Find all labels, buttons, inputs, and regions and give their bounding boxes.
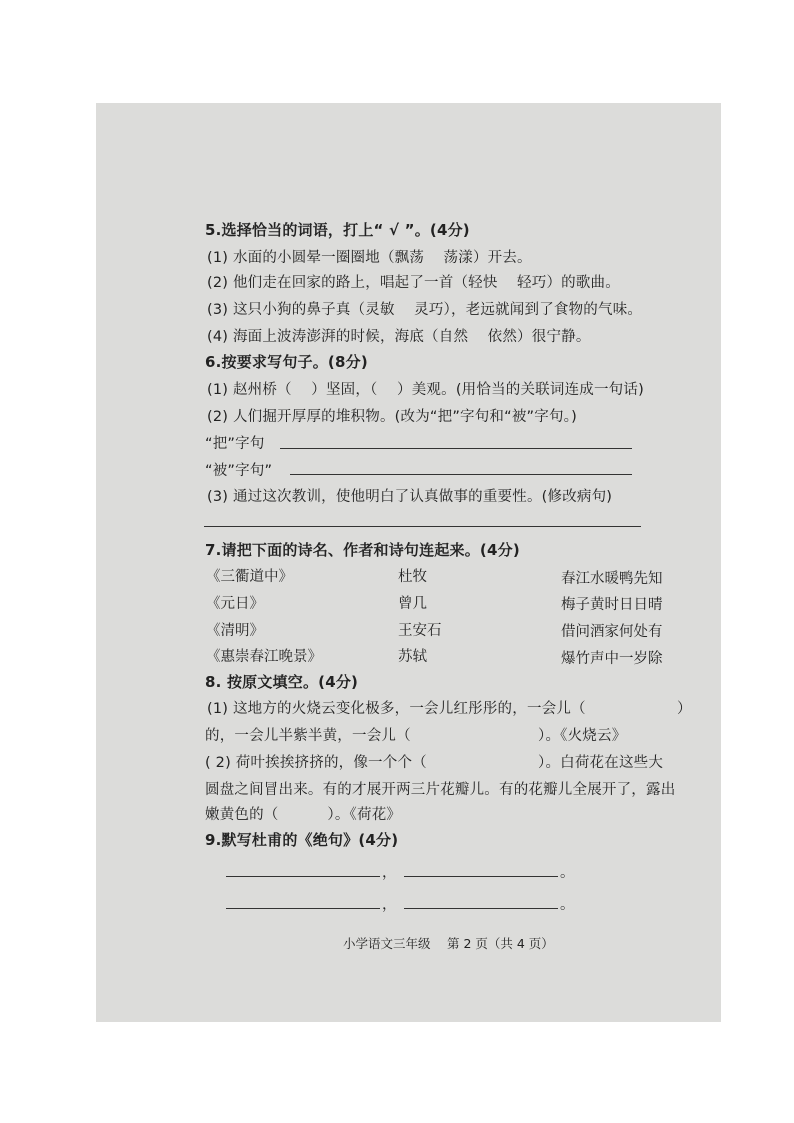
q7-poem-4: 《惠崇春江晚景》 xyxy=(206,649,322,665)
q6-ba-answer-line[interactable] xyxy=(280,448,632,449)
q7-line-3: 借问酒家何处有 xyxy=(561,624,663,640)
q6-ba-label: “把”字句 xyxy=(205,436,265,452)
q6-bei-label: “被”字句” xyxy=(205,463,273,479)
q5-item-1: (1) 水面的小圆晕一圈圈地（飘荡 荡漾）开去。 xyxy=(207,250,532,266)
q9-comma-1: ， xyxy=(382,865,397,881)
q5-item-3: (3) 这只小狗的鼻子真（灵敏 灵巧），老远就闻到了食物的气味。 xyxy=(207,302,643,318)
q7-author-4: 苏轼 xyxy=(398,649,427,665)
q7-line-1: 春江水暖鸭先知 xyxy=(561,571,663,587)
q8-line-1: (1) 这地方的火烧云变化极多，一会儿红彤彤的，一会儿（ xyxy=(207,701,586,717)
q9-answer-line-1[interactable] xyxy=(226,876,380,877)
q8-line-5: 嫩黄色的（ ）。《荷花》 xyxy=(205,807,402,823)
q8-line-2: 的，一会儿半紫半黄，一会儿（ xyxy=(205,728,411,744)
q6-item-3: (3) 通过这次教训，使他明白了认真做事的重要性。(修改病句) xyxy=(207,489,613,505)
q7-author-3: 王安石 xyxy=(398,623,442,639)
q8-line-3-end: ）。白荷花在这些大 xyxy=(538,755,664,771)
q6-item-1: (1) 赵州桥（ ）坚固，（ ）美观。(用恰当的关联词连成一句话) xyxy=(207,382,644,398)
q6-item-2: (2) 人们掘开厚厚的堆积物。(改为“把”字句和“被”字句。) xyxy=(207,409,577,425)
q9-period-1: 。 xyxy=(560,865,575,881)
q7-author-1: 杜牧 xyxy=(398,569,427,585)
q7-title: 7.请把下面的诗名、作者和诗句连起来。(4分) xyxy=(205,541,520,559)
q7-author-2: 曾几 xyxy=(398,596,427,612)
q9-answer-line-3[interactable] xyxy=(226,908,380,909)
q9-answer-line-4[interactable] xyxy=(404,908,558,909)
q8-line-1-end: ） xyxy=(677,701,692,717)
q6-correction-line[interactable] xyxy=(204,526,641,527)
q7-poem-1: 《三衢道中》 xyxy=(206,569,293,585)
q7-poem-2: 《元日》 xyxy=(206,596,264,612)
q6-title: 6.按要求写句子。(8分) xyxy=(205,353,368,371)
q9-period-2: 。 xyxy=(560,897,575,913)
q8-line-2-end: ）。《火烧云》 xyxy=(538,728,627,744)
q9-title: 9.默写杜甫的《绝句》(4分) xyxy=(205,831,399,849)
q6-bei-answer-line[interactable] xyxy=(290,474,632,475)
q5-item-2: (2) 他们走在回家的路上，唱起了一首（轻快 轻巧）的歌曲。 xyxy=(207,275,620,291)
q8-title: 8. 按原文填空。(4分) xyxy=(205,673,359,691)
q7-poem-3: 《清明》 xyxy=(206,623,264,639)
q5-item-4: (4) 海面上波涛澎湃的时候，海底（自然 依然）很宁静。 xyxy=(207,329,591,345)
exam-paper xyxy=(96,103,721,1022)
q9-comma-2: ， xyxy=(382,897,397,913)
q7-line-2: 梅子黄时日日晴 xyxy=(561,597,663,613)
q8-line-4: 圆盘之间冒出来。有的才展开两三片花瓣儿。有的花瓣儿全展开了，露出 xyxy=(205,782,676,798)
q8-line-3: ( 2) 荷叶挨挨挤挤的，像一个个（ xyxy=(205,755,427,771)
q5-title: 5.选择恰当的词语，打上“ √ ”。(4分) xyxy=(205,221,470,239)
q7-line-4: 爆竹声中一岁除 xyxy=(561,651,663,667)
page-footer: 小学语文三年级 第 2 页（共 4 页） xyxy=(343,936,554,951)
q9-answer-line-2[interactable] xyxy=(404,876,558,877)
